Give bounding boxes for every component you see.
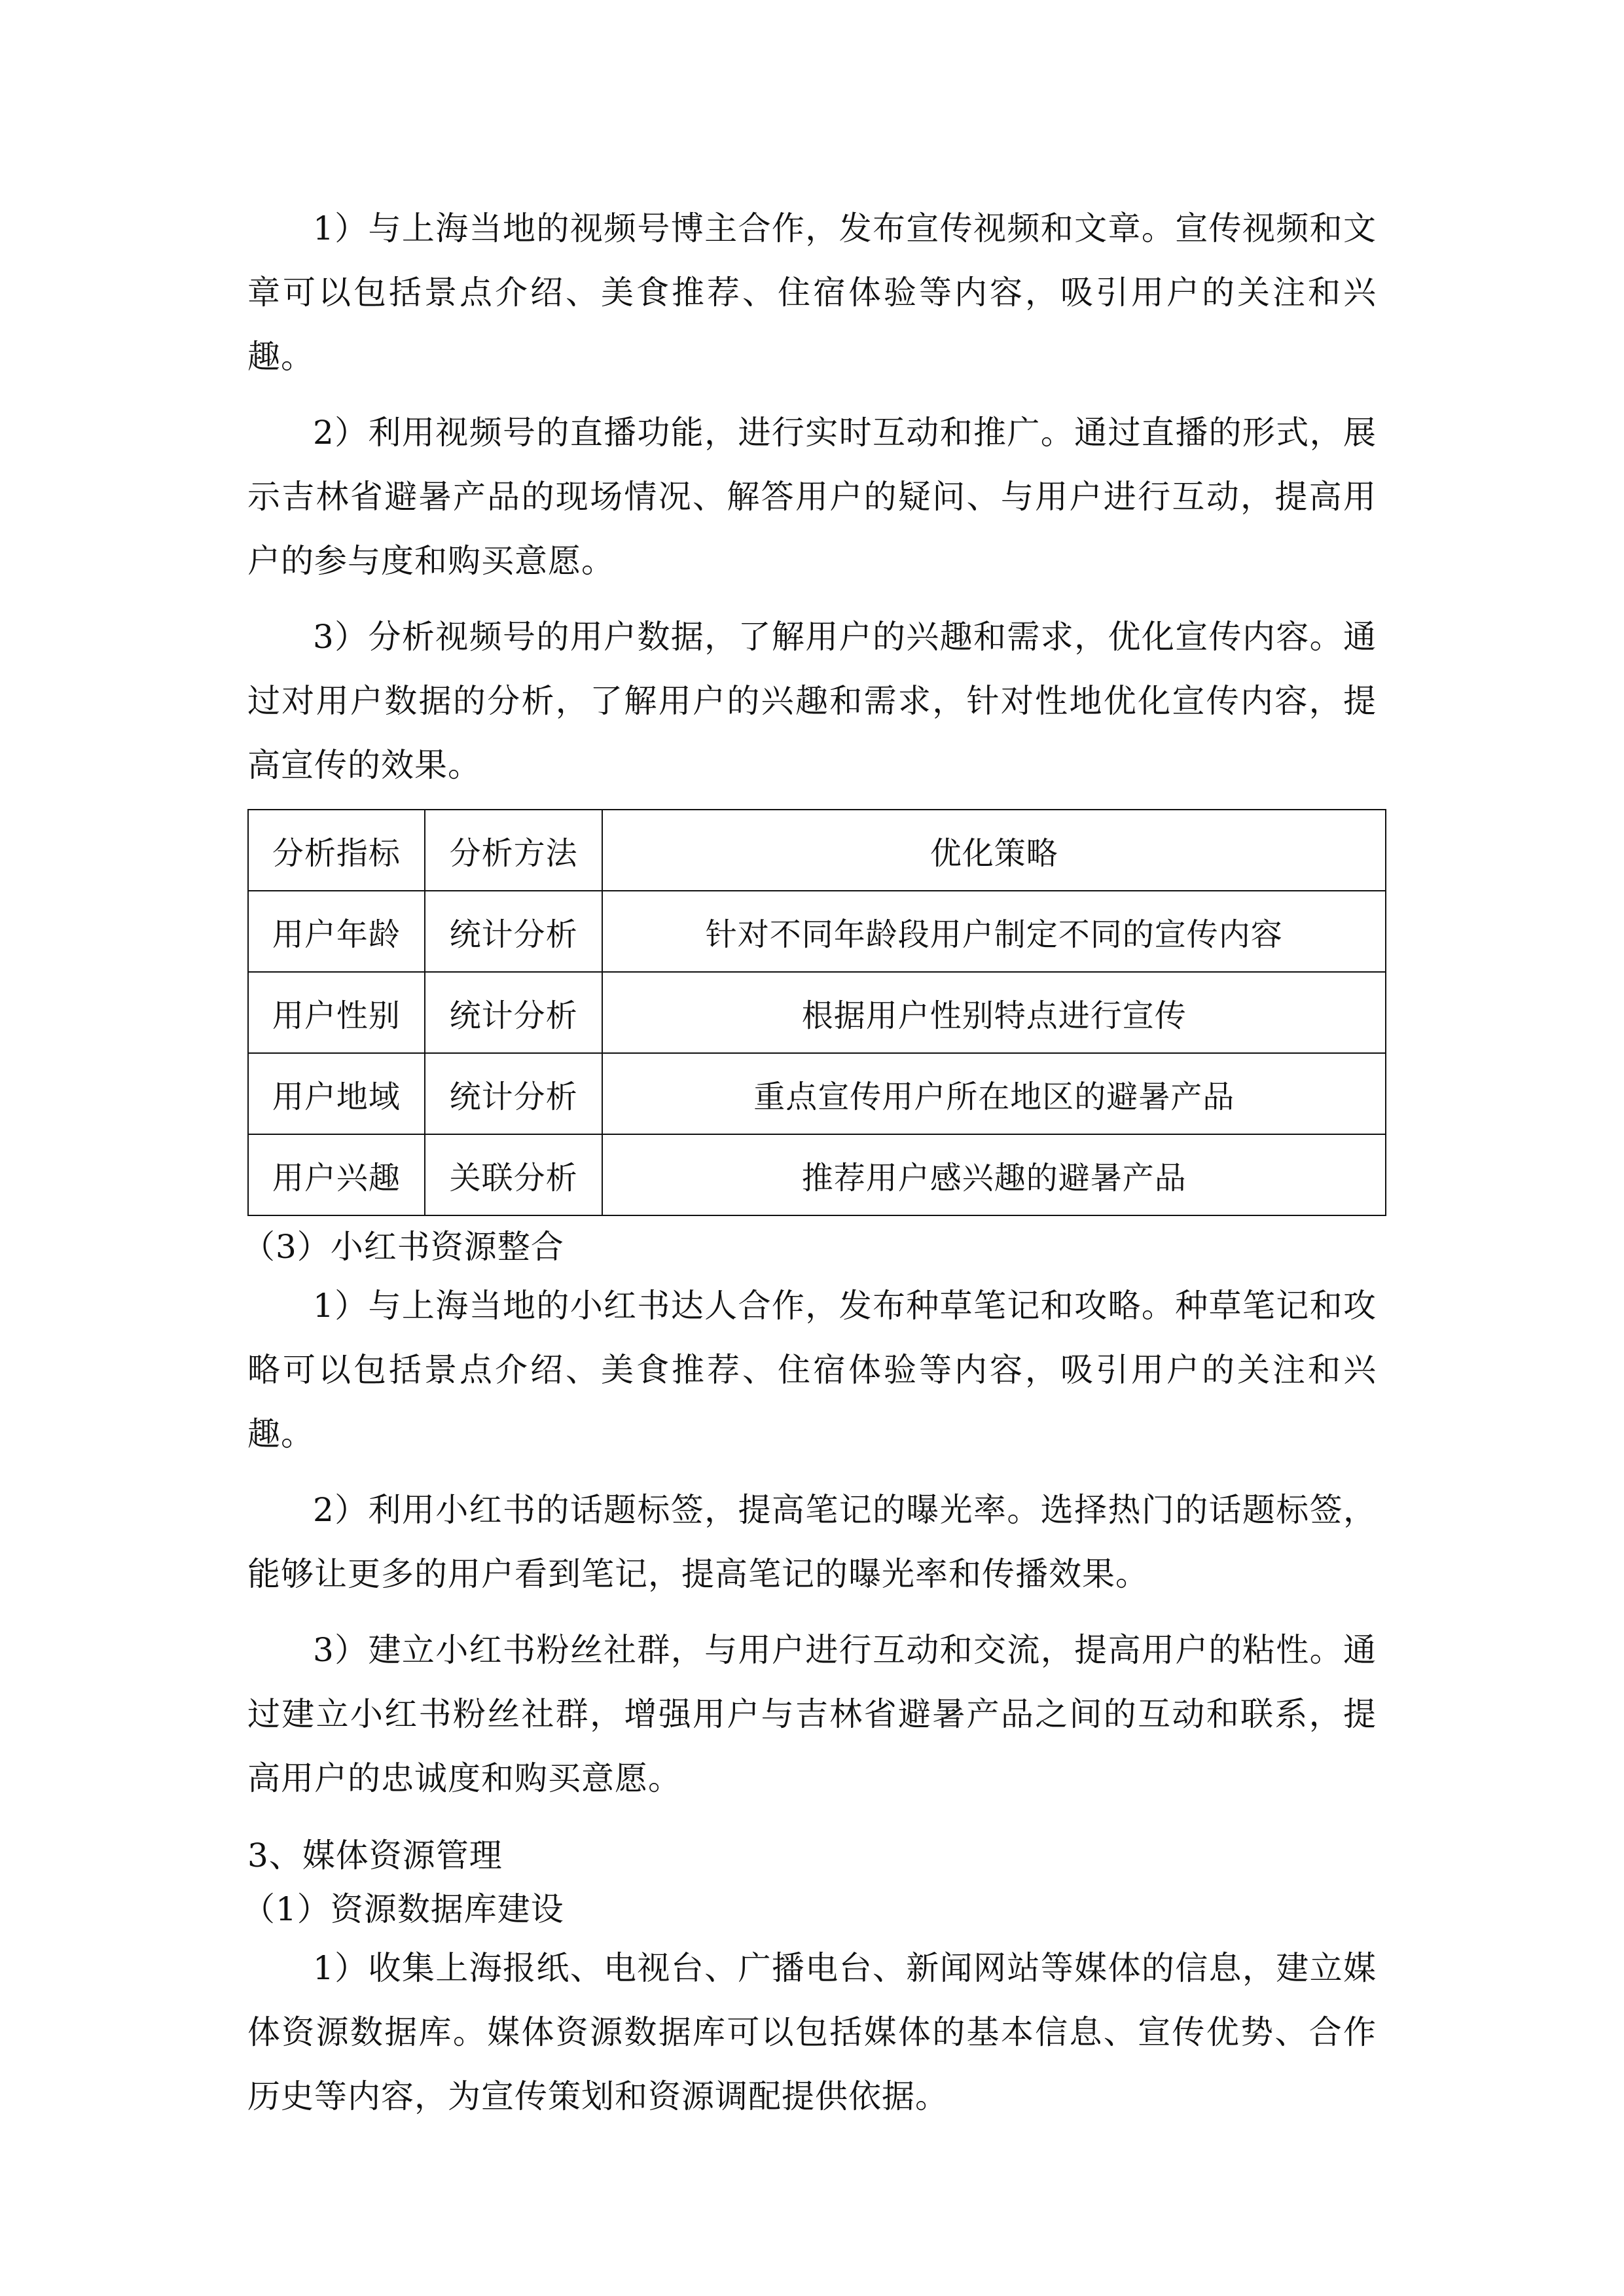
section-heading: 3、媒体资源管理 <box>247 1837 503 1874</box>
table-row <box>248 1134 1386 1215</box>
analysis-table <box>247 809 1386 1216</box>
paragraph: 2）利用小红书的话题标签，提高笔记的曝光率。选择热门的话题标签，能够让更多的用户看到笔记，提高笔记的曝光率和传播效果。 <box>247 1491 1377 1593</box>
paragraph: 1）与上海当地的视频号博主合作，发布宣传视频和文章。宣传视频和文章可以包括景点介绍、美食推荐、住宿体验等内容，吸引用户的关注和兴趣。 <box>247 209 1377 376</box>
table-row <box>248 1053 1386 1134</box>
table-cell: 用户年龄 <box>248 891 425 972</box>
table-cell: 统计分析 <box>425 891 603 972</box>
table-cell: 统计分析 <box>425 1053 603 1134</box>
table-cell: 针对不同年龄段用户制定不同的宣传内容 <box>602 891 1386 972</box>
table-cell: 用户性别 <box>248 972 425 1053</box>
table-header-cell: 优化策略 <box>602 810 1386 891</box>
document-page <box>242 196 1377 2140</box>
table-cell: 重点宣传用户所在地区的避暑产品 <box>602 1053 1386 1134</box>
table-cell: 统计分析 <box>425 972 603 1053</box>
table-header-cell: 分析方法 <box>425 810 603 891</box>
table-cell: 用户地域 <box>248 1053 425 1134</box>
table-header-cell: 分析指标 <box>248 810 425 891</box>
section-heading: （3）小红书资源整合 <box>242 1228 564 1266</box>
paragraph: 1）收集上海报纸、电视台、广播电台、新闻网站等媒体的信息，建立媒体资源数据库。媒体资源数据库可以包括媒体的基本信息、宣传优势、合作历史等内容，为宣传策划和资源调配提供依据。 <box>247 1949 1377 2115</box>
table-cell: 关联分析 <box>425 1134 603 1215</box>
paragraph: 3）建立小红书粉丝社群，与用户进行互动和交流，提高用户的粘性。通过建立小红书粉丝社群，增强用户与吉林省避暑产品之间的互动和联系，提高用户的忠诚度和购买意愿。 <box>247 1631 1377 1797</box>
table-row <box>248 972 1386 1053</box>
paragraph: 1）与上海当地的小红书达人合作，发布种草笔记和攻略。种草笔记和攻略可以包括景点介绍、美食推荐、住宿体验等内容，吸引用户的关注和兴趣。 <box>247 1287 1377 1453</box>
paragraph: 3）分析视频号的用户数据，了解用户的兴趣和需求，优化宣传内容。通过对用户数据的分析，了解用户的兴趣和需求，针对性地优化宣传内容，提高宣传的效果。 <box>247 618 1377 784</box>
subsection-heading: （1）资源数据库建设 <box>242 1890 564 1928</box>
table-cell: 用户兴趣 <box>248 1134 425 1215</box>
paragraph: 2）利用视频号的直播功能，进行实时互动和推广。通过直播的形式，展示吉林省避暑产品的现场情况、解答用户的疑问、与用户进行互动，提高用户的参与度和购买意愿。 <box>247 414 1377 580</box>
table-cell: 推荐用户感兴趣的避暑产品 <box>602 1134 1386 1215</box>
table-cell: 根据用户性别特点进行宣传 <box>602 972 1386 1053</box>
table-row <box>248 891 1386 972</box>
table-header-row <box>248 810 1386 891</box>
